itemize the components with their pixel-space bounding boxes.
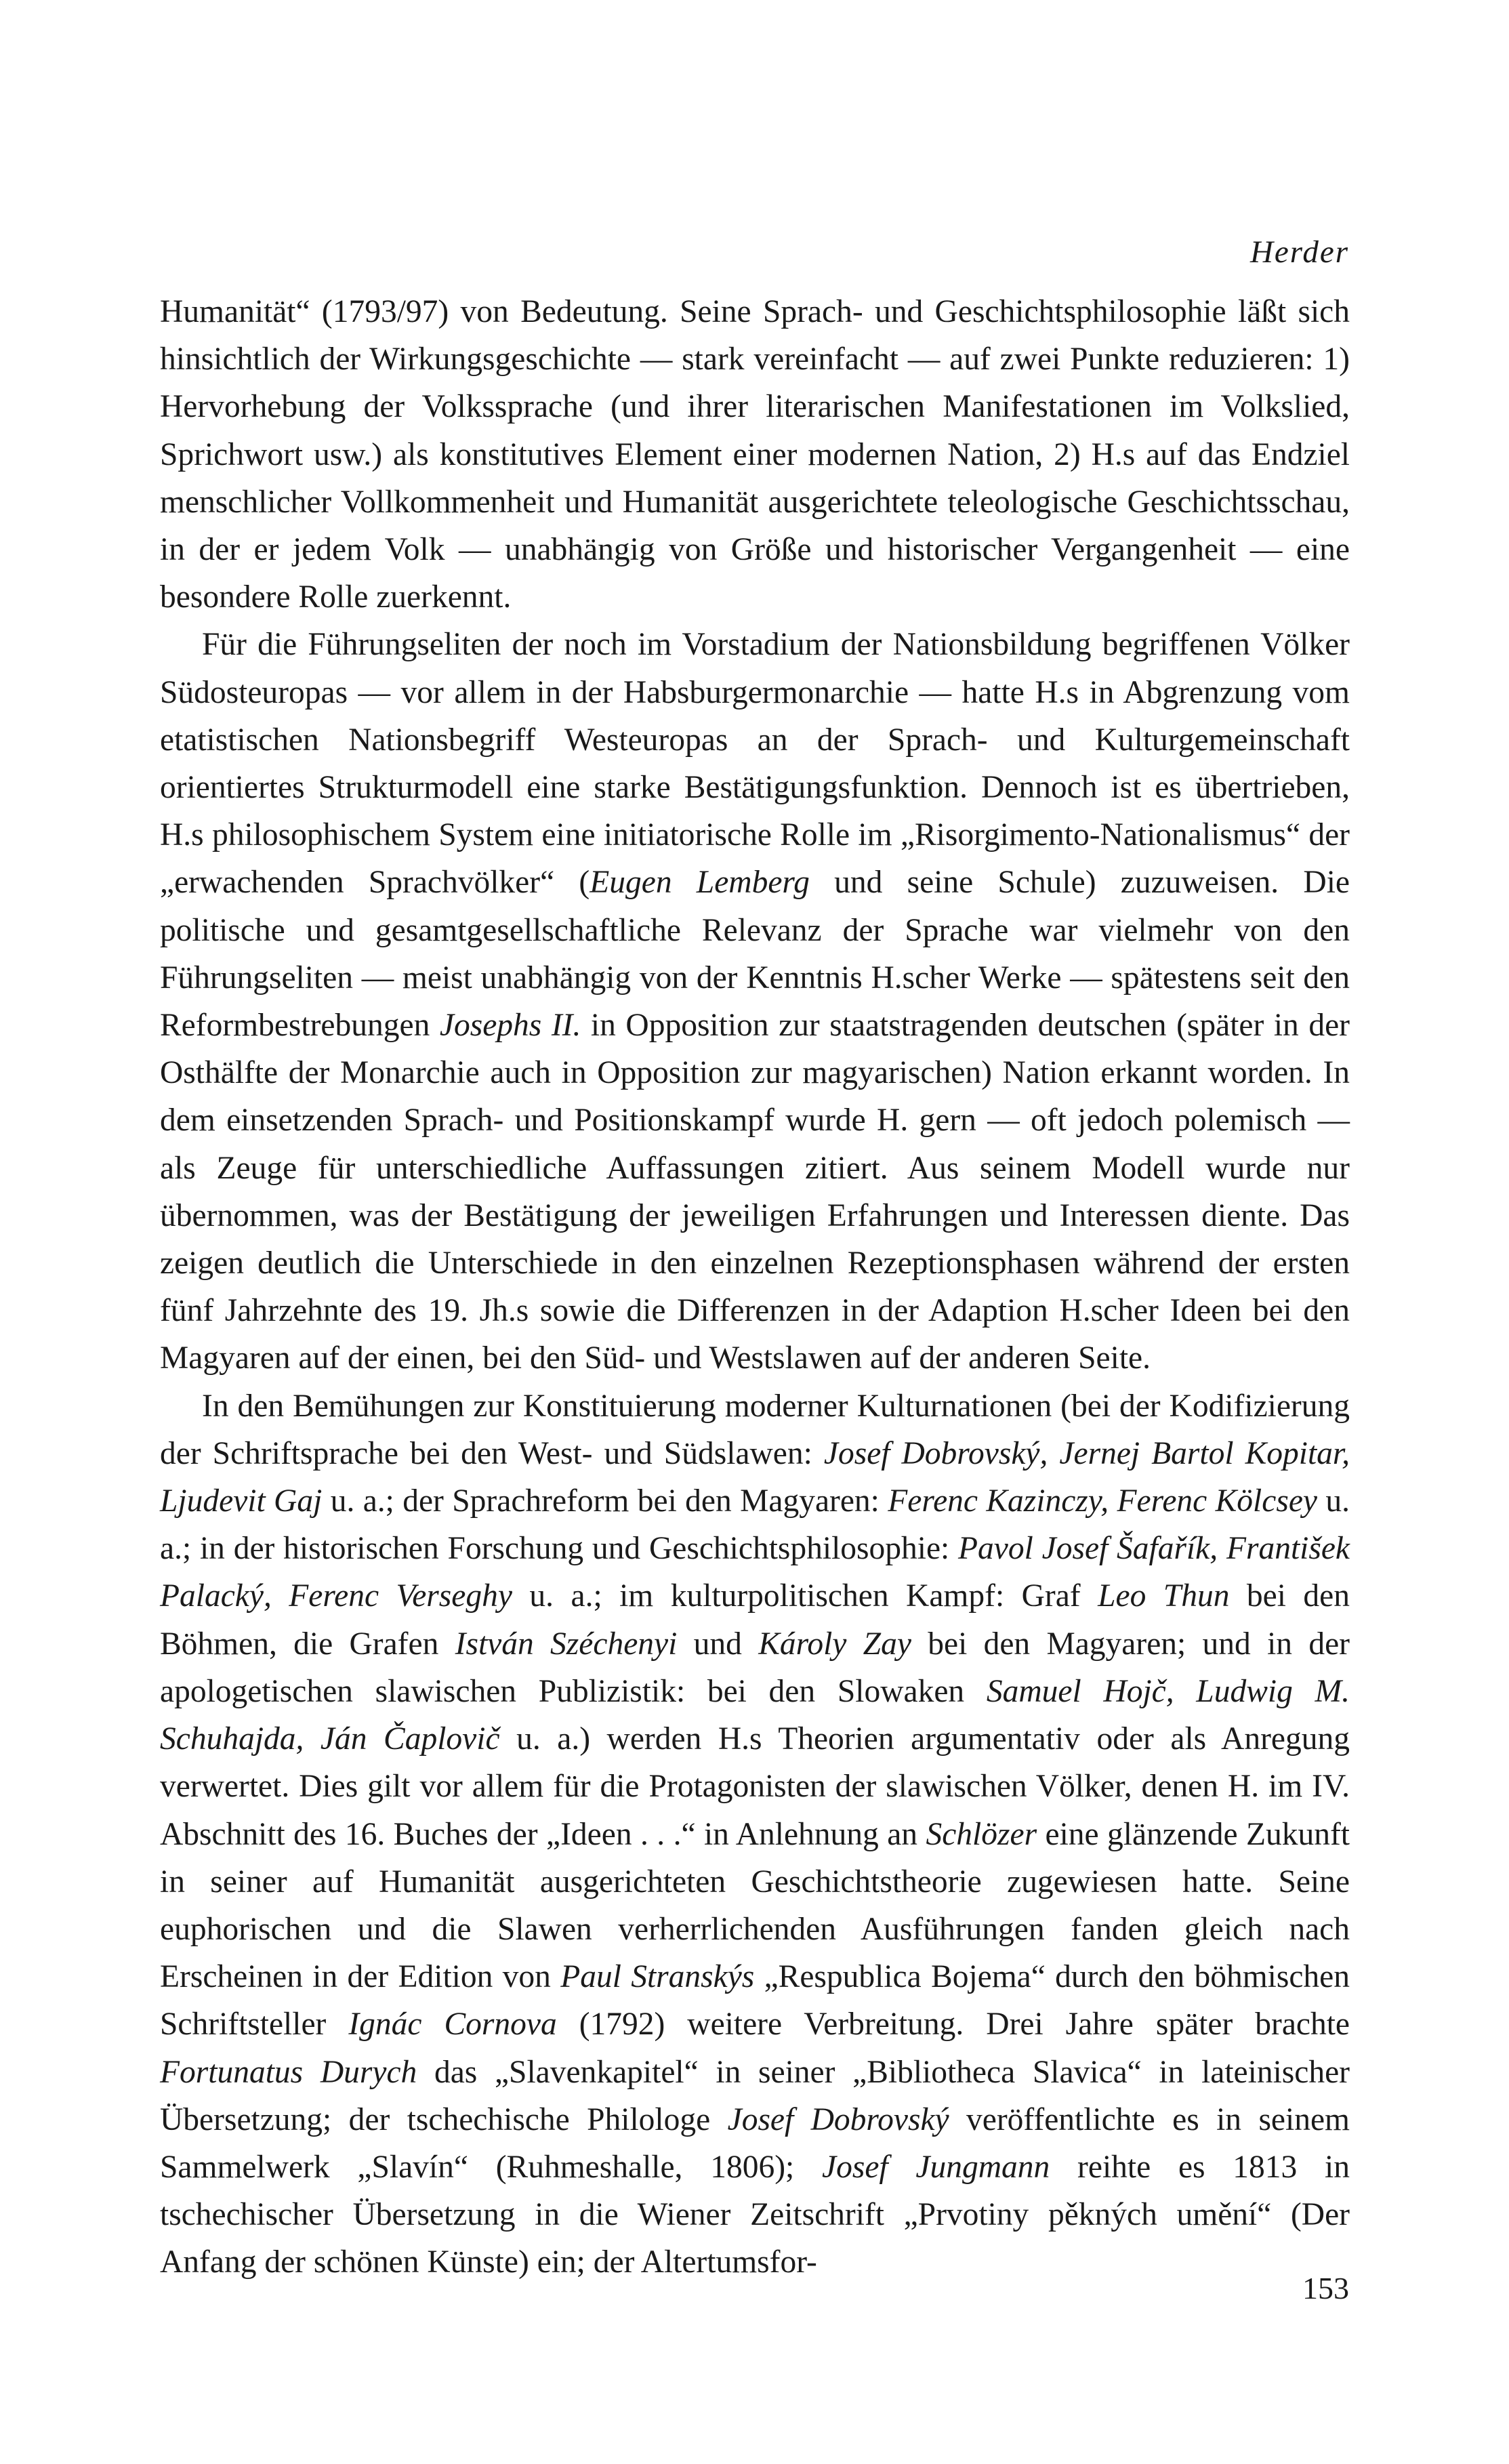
text-run: „Respublica Bojema“ durch den böhmischen Schriftsteller	[160, 1959, 1350, 2042]
text-run: und seine Schule) zuzuweisen. Die politische und gesamtgesellschaftliche Relevanz der Sprache war vielmehr von den Führungseliten — meist unabhängig von der Kenntnis H.scher Werke — spätestens seit den Reformbestrebungen	[160, 865, 1350, 1044]
text-run: bei den Böhmen, die Grafen	[160, 1578, 1350, 1662]
text-run: veröffentlichte es in seinem Sammelwerk „Slavín“ (Ruhmeshalle, 1806);	[160, 2101, 1350, 2185]
italic-name: Ferenc Kazinczy, Ferenc Kölcsey	[888, 1483, 1317, 1519]
italic-name: Fortunatus Durych	[160, 2054, 417, 2090]
italic-name: Károly Zay	[758, 1626, 911, 1662]
text-run: u. a.; der Sprachreform bei den Magyaren:	[322, 1483, 888, 1519]
text-run: u. a.; im kulturpolitischen Kampf: Graf	[512, 1578, 1098, 1614]
italic-name: Samuel Hojč, Ludwig M. Schuhajda, Ján Čaplovič	[160, 1673, 1350, 1757]
italic-name: Ignác Cornova	[348, 2007, 557, 2042]
article-body	[160, 288, 1350, 2286]
italic-name: István Széchenyi	[455, 1626, 678, 1662]
text-run: bei den Magyaren; und in der apologetischen slawischen Publizistik: bei den Slowaken	[160, 1626, 1350, 1709]
text-run: reihte es 1813 in tschechischer Übersetzung in die Wiener Zeitschrift „Prvotiny pěkných umění“ (Der Anfang der schönen Künste) ein; der Altertumsfor-	[160, 2149, 1350, 2280]
italic-name: Leo Thun	[1098, 1578, 1230, 1614]
italic-name: Paul Stranskýs	[560, 1959, 755, 1995]
italic-name: Josef Jungmann	[822, 2149, 1050, 2185]
italic-name: Josef Dobrovský, Jernej Bartol Kopitar, Ljudevit Gaj	[160, 1435, 1350, 1519]
italic-name: Pavol Josef Šafařík, František Palacký, Ferenc Verseghy	[160, 1531, 1350, 1614]
running-head: Herder	[1249, 234, 1349, 270]
italic-name: Eugen Lemberg	[590, 865, 810, 901]
italic-name: Josef Dobrovský	[727, 2101, 949, 2137]
italic-name: Josephs II.	[439, 1008, 581, 1044]
text-run: (1792) weitere Verbreitung. Drei Jahre später brachte	[556, 2007, 1350, 2042]
paragraph	[160, 1382, 1350, 2286]
text-run: das „Slavenkapitel“ in seiner „Bibliotheca Slavica“ in lateinischer Übersetzung; der tschechische Philologe	[160, 2054, 1350, 2137]
page-number: 153	[1302, 2271, 1349, 2305]
paragraph	[160, 621, 1350, 1382]
text-run: und	[677, 1626, 759, 1662]
paragraph	[160, 288, 1350, 621]
text-run: u. a.) werden H.s Theorien argumentativ oder als Anregung verwertet. Dies gilt vor allem für die Protagonisten der slawischen Völker, denen H. im IV. Abschnitt des 16. Buches der „Ideen . . .“ in Anlehnung an	[160, 1721, 1350, 1852]
text-run: eine glänzende Zukunft in seiner auf Humanität ausgerichteten Geschichtstheorie zugewiesen hatte. Seine euphorischen und die Slawen verherrlichenden Ausführungen fanden gleich nach Erscheinen in der Edition von	[160, 1816, 1350, 1995]
text-run: In den Bemühungen zur Konstituierung moderner Kulturnationen (bei der Kodifizierung der Schriftsprache bei den West- und Südslawen:	[160, 1388, 1350, 1471]
text-run: Humanität“ (1793/97) von Bedeutung. Seine Sprach- und Geschichtsphilosophie läßt sich hinsichtlich der Wirkungsgeschichte — stark vereinfacht — auf zwei Punkte reduzieren: 1) Hervorhebung der Volkssprache (und ihrer literarischen Manifestationen im Volkslied, Sprichwort usw.) als konstitutives Element einer modernen Nation, 2) H.s auf das Endziel menschlicher Vollkommenheit und Humanität ausgerichtete teleologische Geschichtsschau, in der er jedem Volk — unabhängig von Größe und historischer Vergangenheit — eine besondere Rolle zuerkennt.	[160, 294, 1350, 615]
text-run: in Opposition zur staatstragenden deutschen (später in der Osthälfte der Monarchie auch in Opposition zur magyarischen) Nation erkannt worden. In dem einsetzenden Sprach- und Positionskampf wurde H. gern — oft jedoch polemisch — als Zeuge für unterschiedliche Auffassungen zitiert. Aus seinem Modell wurde nur übernommen, was der Bestätigung der jeweiligen Erfahrungen und Interessen diente. Das zeigen deutlich die Unterschiede in den einzelnen Rezeptionsphasen während der ersten fünf Jahrzehnte des 19. Jh.s sowie die Differenzen in der Adaption H.scher Ideen bei den Magyaren auf der einen, bei den Süd- und Westslawen auf der anderen Seite.	[160, 1008, 1350, 1376]
italic-name: Schlözer	[926, 1816, 1037, 1852]
text-run: Für die Führungseliten der noch im Vorstadium der Nationsbildung begriffenen Völker Südosteuropas — vor allem in der Habsburgermonarchie — hatte H.s in Abgrenzung vom etatistischen Nationsbegriff Westeuropas an der Sprach- und Kulturgemeinschaft orientiertes Strukturmodell eine starke Bestätigungsfunktion. Dennoch ist es übertrieben, H.s philosophischem System eine initiatorische Rolle im „Risorgimento-Nationalismus“ der „erwachenden Sprachvölker“ (	[160, 627, 1350, 901]
text-run: u. a.; in der historischen Forschung und Geschichtsphilosophie:	[160, 1483, 1350, 1567]
